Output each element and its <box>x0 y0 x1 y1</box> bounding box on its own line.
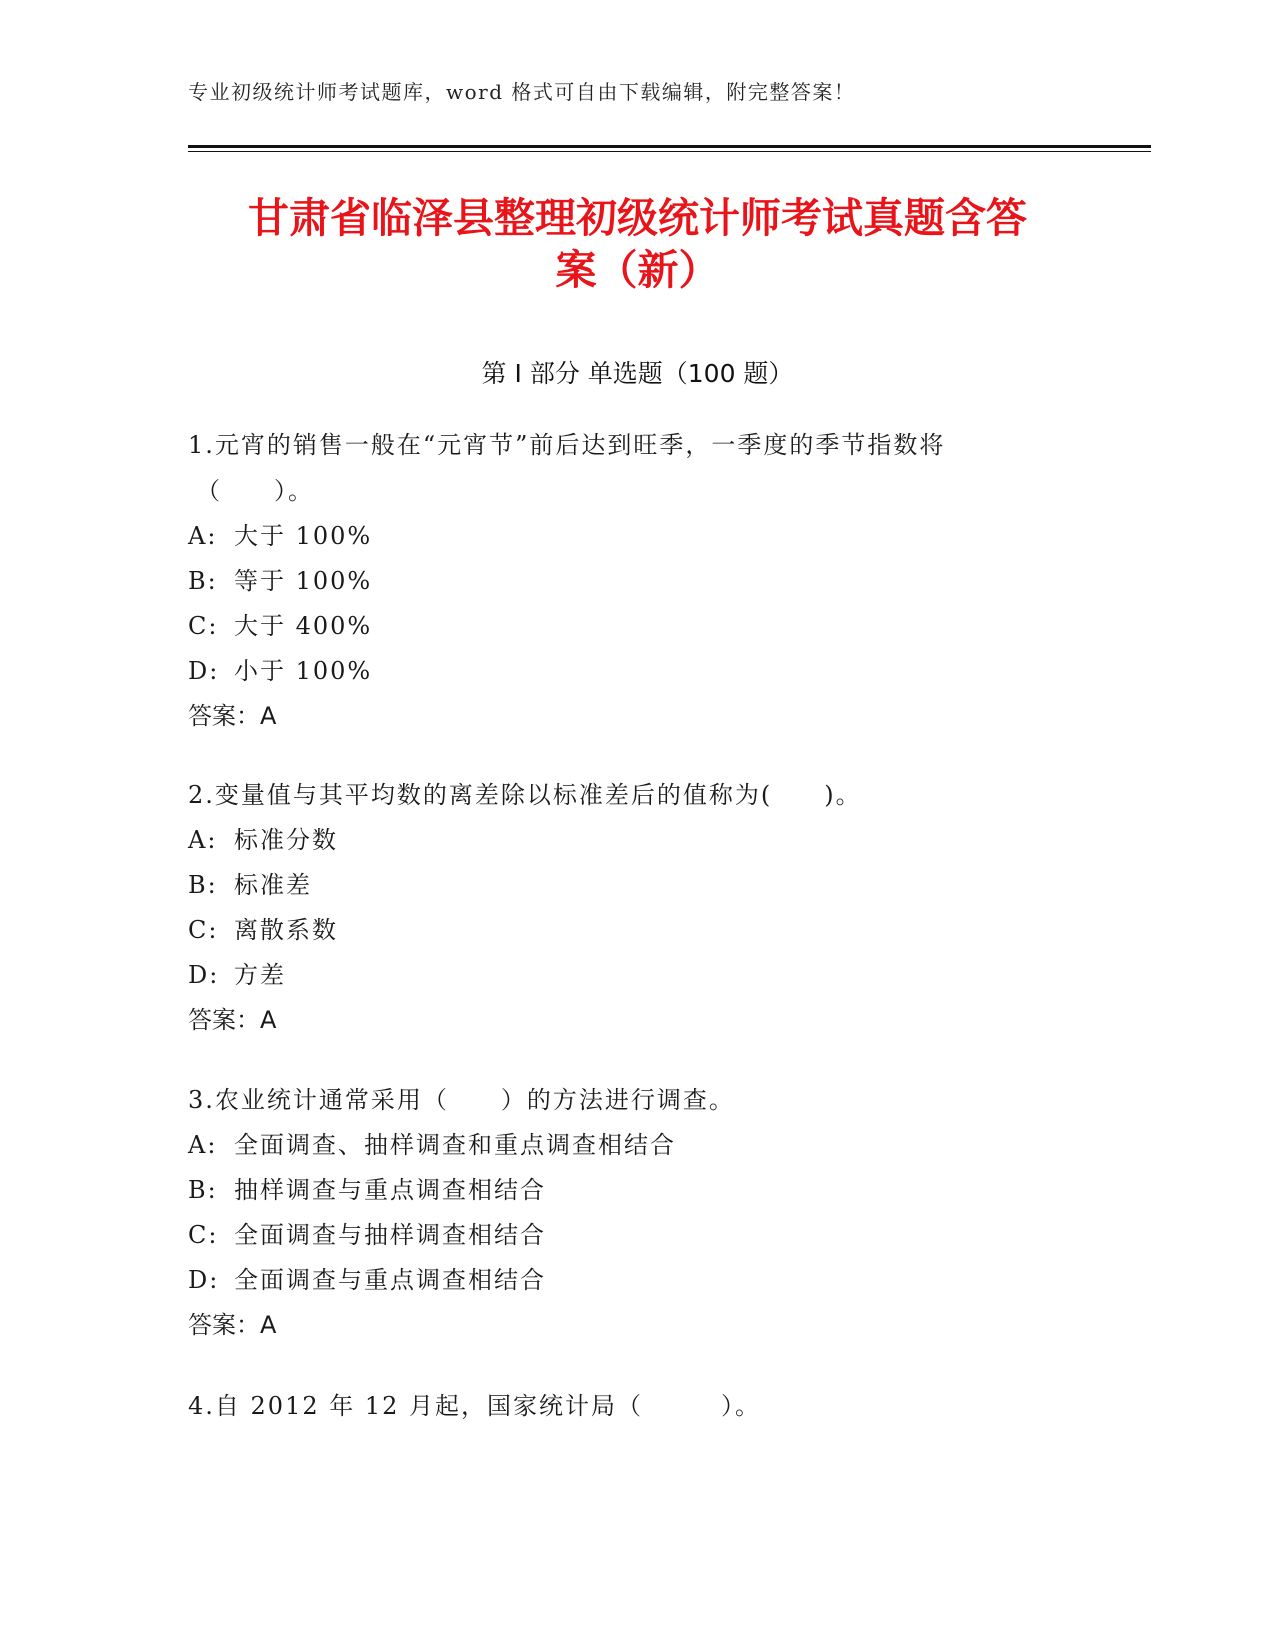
question-3 <box>188 1077 1068 1348</box>
question-stem: 3.农业统计通常采用（ ）的方法进行调查。 <box>188 1086 735 1114</box>
option-key: C: <box>188 612 219 640</box>
option-key: B: <box>188 567 218 595</box>
option-key: A: <box>188 1131 218 1159</box>
option-text: 全面调查与重点调查相结合 <box>234 1266 546 1294</box>
option-key: D: <box>188 657 220 685</box>
question-2 <box>188 772 1068 1043</box>
question-4 <box>188 1383 1068 1429</box>
question-stem: 2.变量值与其平均数的离差除以标准差后的值称为( )。 <box>188 781 862 809</box>
option-a <box>188 514 1068 559</box>
option-key: D: <box>188 961 220 989</box>
option-key: B: <box>188 871 218 899</box>
header-rule-thin <box>188 151 1151 152</box>
title-line-2: 案（新） <box>555 246 720 294</box>
question-stem: 1.元宵的销售一般在“元宵节”前后达到旺季，一季度的季节指数将 <box>188 431 946 459</box>
option-b <box>188 559 1068 604</box>
header-note: 专业初级统计师考试题库，word 格式可自由下载编辑，附完整答案！ <box>188 80 856 104</box>
option-text: 全面调查、抽样调查和重点调查相结合 <box>234 1131 676 1159</box>
option-c <box>188 908 1068 953</box>
title-line-1: 甘肃省临泽县整理初级统计师考试真题含答 <box>248 194 1027 242</box>
option-text: 大于 400% <box>234 612 373 640</box>
option-a <box>188 1123 1068 1168</box>
answer-label: 答案：A <box>188 1311 277 1339</box>
option-b <box>188 863 1068 908</box>
option-b <box>188 1168 1068 1213</box>
answer-label: 答案：A <box>188 1006 277 1034</box>
option-key: D: <box>188 1266 220 1294</box>
section-title: 第 I 部分 单选题（100 题） <box>481 359 794 388</box>
option-text: 离散系数 <box>234 916 338 944</box>
option-d <box>188 1258 1068 1303</box>
question-stem: 4.自 2012 年 12 月起，国家统计局（ ）。 <box>188 1392 762 1420</box>
option-key: B: <box>188 1176 218 1204</box>
option-c <box>188 604 1068 649</box>
option-text: 等于 100% <box>234 567 373 595</box>
option-text: 抽样调查与重点调查相结合 <box>234 1176 546 1204</box>
document-title <box>150 192 1125 296</box>
option-text: 全面调查与抽样调查相结合 <box>234 1221 546 1249</box>
header-rule-thick <box>188 145 1151 148</box>
option-a <box>188 818 1068 863</box>
question-1 <box>188 422 1068 739</box>
option-text: 方差 <box>234 961 286 989</box>
option-key: C: <box>188 1221 219 1249</box>
option-text: 小于 100% <box>234 657 373 685</box>
option-d <box>188 953 1068 998</box>
option-key: A: <box>188 826 218 854</box>
option-text: 大于 100% <box>234 522 373 550</box>
answer-label: 答案：A <box>188 702 277 730</box>
option-key: C: <box>188 916 219 944</box>
option-c <box>188 1213 1068 1258</box>
question-stem-continued: （ ）。 <box>196 477 314 505</box>
option-d <box>188 649 1068 694</box>
option-text: 标准分数 <box>234 826 338 854</box>
option-key: A: <box>188 522 218 550</box>
option-text: 标准差 <box>234 871 312 899</box>
